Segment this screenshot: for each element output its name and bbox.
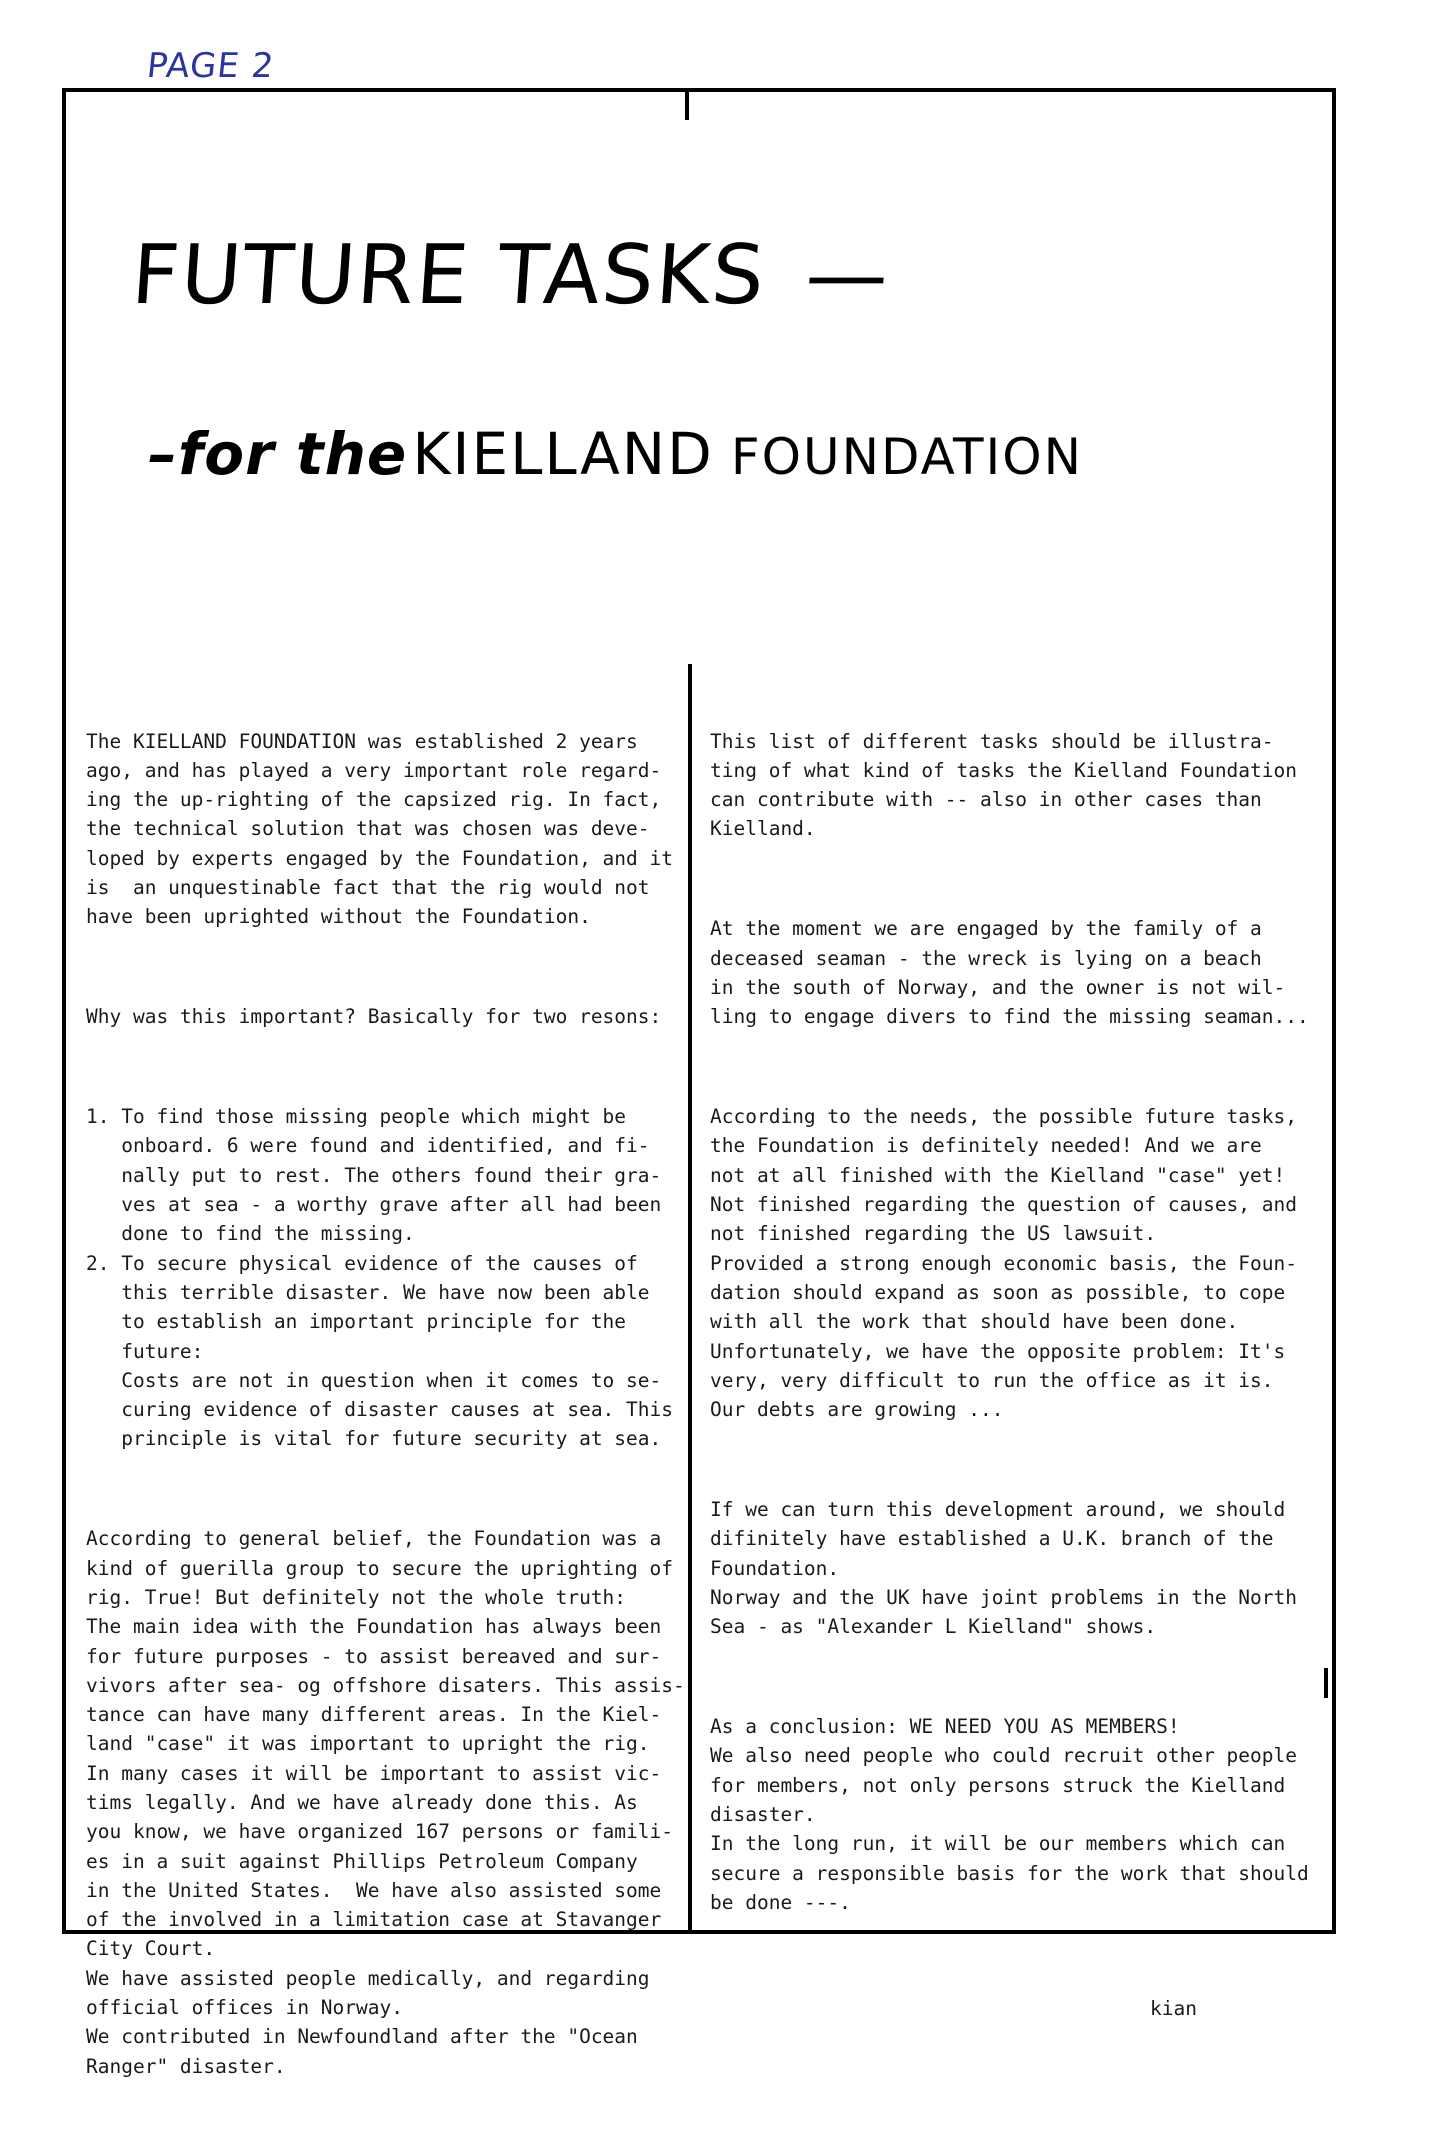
text-line: land "case" it was important to upright the rig. <box>86 1732 650 1756</box>
text-line: be done ---. <box>710 1890 851 1914</box>
text-line: tims legally. And we have already done this. As <box>86 1790 638 1814</box>
text-line: This list of different tasks should be illustra- <box>710 729 1274 753</box>
subheadline-name: KIELLAND <box>412 420 714 488</box>
left-column <box>86 668 685 2152</box>
text-line: vivors after sea- og offshore disaters. This assis- <box>86 1673 685 1697</box>
text-line: in the south of Norway, and the owner is not wil- <box>710 975 1286 999</box>
headline-dash: — <box>802 228 894 323</box>
text-line: 1. To find those missing people which might be <box>86 1105 627 1129</box>
text-line: Norway and the UK have joint problems in the North <box>710 1585 1297 1609</box>
text-line: We also need people who could recruit other people <box>710 1744 1297 1768</box>
subheadline-prefix: –for the <box>148 420 408 488</box>
left-paragraph-2 <box>86 1002 676 1031</box>
left-paragraph-1 <box>86 727 676 932</box>
text-line: not finished regarding the US lawsuit. <box>710 1222 1157 1246</box>
signature: kian <box>1150 1996 1197 2020</box>
text-line: ting of what kind of tasks the Kielland Foundation <box>710 758 1297 782</box>
text-line: kind of guerilla group to secure the uprighting of <box>86 1556 673 1580</box>
text-line: Foundation. <box>710 1556 840 1580</box>
text-line: loped by experts engaged by the Foundation, and it <box>86 846 673 870</box>
text-line: done to find the missing. <box>86 1222 415 1246</box>
text-line: this terrible disaster. We have now been able <box>86 1280 650 1304</box>
text-line: According to the needs, the possible future tasks, <box>710 1105 1297 1129</box>
column-divider <box>688 664 692 1930</box>
right-column <box>710 668 1320 2082</box>
text-line: curing evidence of disaster causes at sea. This <box>86 1398 673 1422</box>
text-line: Not finished regarding the question of causes, and <box>710 1193 1297 1217</box>
text-line: is an unquestinable fact that the rig would not <box>86 876 650 900</box>
text-line: Ranger" disaster. <box>86 2054 286 2078</box>
text-line: At the moment we are engaged by the family of a <box>710 917 1262 941</box>
text-line: Kielland. <box>710 817 816 841</box>
text-line: City Court. <box>86 1937 216 1961</box>
text-line: disaster. <box>710 1802 816 1826</box>
text-line: If we can turn this development around, we should <box>710 1498 1286 1522</box>
text-line: have been uprighted without the Foundation. <box>86 905 591 929</box>
text-line: As a conclusion: WE NEED YOU AS MEMBERS! <box>710 1715 1180 1739</box>
text-line: you know, we have organized 167 persons or famili- <box>86 1820 673 1844</box>
text-line: deceased seaman - the wreck is lying on a beach <box>710 946 1262 970</box>
text-line: es in a suit against Phillips Petroleum Company <box>86 1849 638 1873</box>
text-line: of the involved in a limitation case at Stavanger <box>86 1908 662 1932</box>
page-label: PAGE 2 <box>144 46 277 86</box>
text-line: Sea - as "Alexander L Kielland" shows. <box>710 1615 1157 1639</box>
text-line: for members, not only persons struck the Kielland <box>710 1773 1286 1797</box>
text-line: secure a responsible basis for the work that should <box>710 1861 1309 1885</box>
text-line: not at all finished with the Kielland "case" yet! <box>710 1163 1286 1187</box>
text-line: the Foundation is definitely needed! And we are <box>710 1134 1262 1158</box>
text-line: in the United States. We have also assisted some <box>86 1878 662 1902</box>
right-paragraph-2 <box>710 914 1320 1031</box>
text-line: official offices in Norway. <box>86 1996 403 2020</box>
text-line: We contributed in Newfoundland after the "Ocean <box>86 2025 638 2049</box>
text-line: dation should expand as soon as possible, to cope <box>710 1280 1286 1304</box>
right-paragraph-1 <box>710 727 1320 844</box>
text-line: ling to engage divers to find the missing seaman... <box>710 1005 1309 1029</box>
headline-main: FUTURE TASKS <box>128 228 770 323</box>
right-paragraph-3 <box>710 1102 1320 1424</box>
right-paragraph-5 <box>710 1712 1320 1917</box>
text-line: Costs are not in question when it comes to se- <box>86 1368 662 1392</box>
left-numbered-list <box>86 1102 676 1454</box>
text-line: onboard. 6 were found and identified, and fi- <box>86 1134 650 1158</box>
text-line: to establish an important principle for the <box>86 1310 627 1334</box>
text-line: ves at sea - a worthy grave after all had been <box>86 1193 662 1217</box>
subheadline-suffix: FOUNDATION <box>730 428 1083 486</box>
text-line: principle is vital for future security at sea. <box>86 1427 662 1451</box>
right-paragraph-4 <box>710 1495 1320 1641</box>
text-line: In many cases it will be important to assist vic- <box>86 1761 662 1785</box>
text-line: ing the up-righting of the capsized rig. In fact, <box>86 788 662 812</box>
text-line: The KIELLAND FOUNDATION was established 2 years <box>86 729 638 753</box>
text-line: nally put to rest. The others found their gra- <box>86 1163 662 1187</box>
text-line: 2. To secure physical evidence of the causes of <box>86 1251 638 1275</box>
text-line: difinitely have established a U.K. branch of the <box>710 1527 1274 1551</box>
text-line: future: <box>86 1339 204 1363</box>
text-line: tance can have many different areas. In the Kiel- <box>86 1703 662 1727</box>
text-line: the technical solution that was chosen was deve- <box>86 817 650 841</box>
frame-tick-mark <box>685 92 689 120</box>
text-line: Unfortunately, we have the opposite problem: It's <box>710 1339 1286 1363</box>
left-paragraph-4 <box>86 1524 685 2081</box>
text-line: Provided a strong enough economic basis, the Foun- <box>710 1251 1297 1275</box>
text-line: Our debts are growing ... <box>710 1398 1004 1422</box>
text-line: rig. True! But definitely not the whole truth: <box>86 1585 627 1609</box>
frame-right-mark <box>1324 1668 1328 1698</box>
text-line: We have assisted people medically, and regarding <box>86 1966 650 1990</box>
text-line: According to general belief, the Foundation was a <box>86 1527 662 1551</box>
text-line: very, very difficult to run the office as it is. <box>710 1368 1274 1392</box>
text-line: ago, and has played a very important role regard- <box>86 758 662 782</box>
headline <box>129 228 893 323</box>
text-line: The main idea with the Foundation has always been <box>86 1615 662 1639</box>
subheadline <box>148 420 1083 488</box>
text-line: with all the work that should have been done. <box>710 1310 1239 1334</box>
text-line: Why was this important? Basically for two resons: <box>86 1005 662 1029</box>
text-line: for future purposes - to assist bereaved and sur- <box>86 1644 662 1668</box>
text-line: can contribute with -- also in other cases than <box>710 788 1262 812</box>
text-line: In the long run, it will be our members which can <box>710 1832 1286 1856</box>
